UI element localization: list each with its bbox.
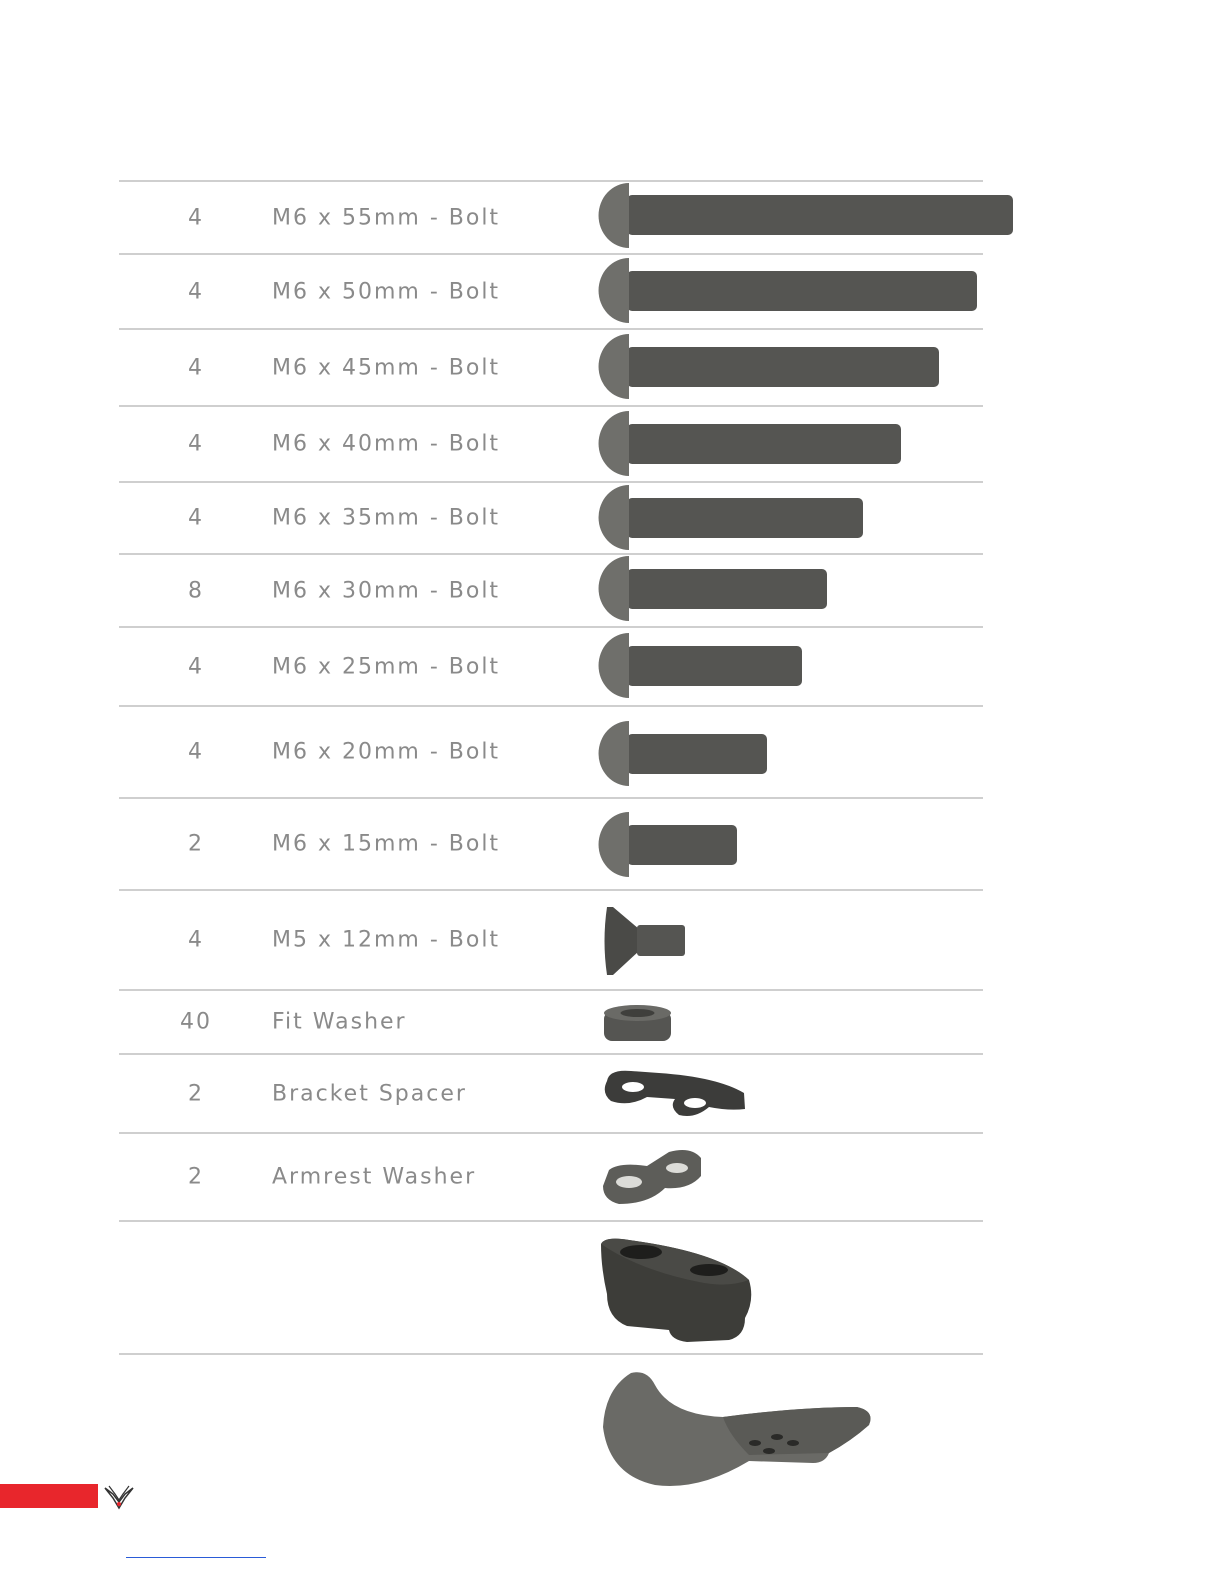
part-description: M6 x 20mm - Bolt [272,739,501,765]
table-row [119,1220,983,1353]
part-quantity: 2 [188,831,204,857]
button-head-bolt-icon [599,330,1019,407]
table-row [119,481,983,553]
armrest-riser-icon [599,1222,1019,1355]
part-quantity: 4 [188,739,204,765]
countersunk-bolt-icon [599,891,1019,991]
part-quantity: 2 [188,1081,204,1106]
table-row [119,797,983,889]
table-row [119,328,983,405]
footer-link-underline[interactable] [126,1557,266,1558]
table-row [119,1053,983,1132]
part-quantity: 4 [188,205,204,230]
armrest-washer-icon [599,1134,1019,1222]
table-row [119,253,983,328]
table-row [119,553,983,626]
button-head-bolt-icon [599,707,1019,799]
part-quantity: 2 [188,1164,204,1190]
part-quantity: 40 [180,1009,212,1035]
parts-list-table [119,180,983,1493]
armrest-pad-icon [599,1355,1019,1495]
part-description: Bracket Spacer [272,1081,467,1106]
part-description: M6 x 25mm - Bolt [272,654,501,679]
part-description: Fit Washer [272,1009,407,1035]
part-description: M5 x 12mm - Bolt [272,927,501,953]
bird-wings-logo-icon [103,1482,135,1510]
table-row [119,1132,983,1220]
brand-color-bar [0,1484,98,1508]
table-row [119,1353,983,1493]
button-head-bolt-icon [599,182,1019,255]
part-description: Armrest Washer [272,1164,477,1190]
table-row [119,626,983,705]
part-quantity: 8 [188,578,204,603]
table-row [119,180,983,253]
bracket-spacer-icon [599,1055,1019,1134]
table-row [119,705,983,797]
part-description: M6 x 45mm - Bolt [272,355,501,380]
part-description: M6 x 30mm - Bolt [272,578,501,603]
part-description: M6 x 50mm - Bolt [272,279,501,304]
button-head-bolt-icon [599,483,1019,555]
button-head-bolt-icon [599,628,1019,707]
part-description: M6 x 55mm - Bolt [272,205,501,230]
part-description: M6 x 40mm - Bolt [272,431,501,457]
part-quantity: 4 [188,654,204,679]
table-row [119,889,983,989]
button-head-bolt-icon [599,799,1019,891]
button-head-bolt-icon [599,255,1019,330]
part-description: M6 x 35mm - Bolt [272,505,501,531]
part-quantity: 4 [188,279,204,304]
table-row [119,989,983,1053]
button-head-bolt-icon [599,555,1019,628]
part-quantity: 4 [188,505,204,531]
part-quantity: 4 [188,355,204,380]
button-head-bolt-icon [599,407,1019,483]
part-description: M6 x 15mm - Bolt [272,831,501,857]
part-quantity: 4 [188,927,204,953]
fit-washer-icon [599,991,1019,1055]
part-quantity: 4 [188,431,204,457]
table-row [119,405,983,481]
